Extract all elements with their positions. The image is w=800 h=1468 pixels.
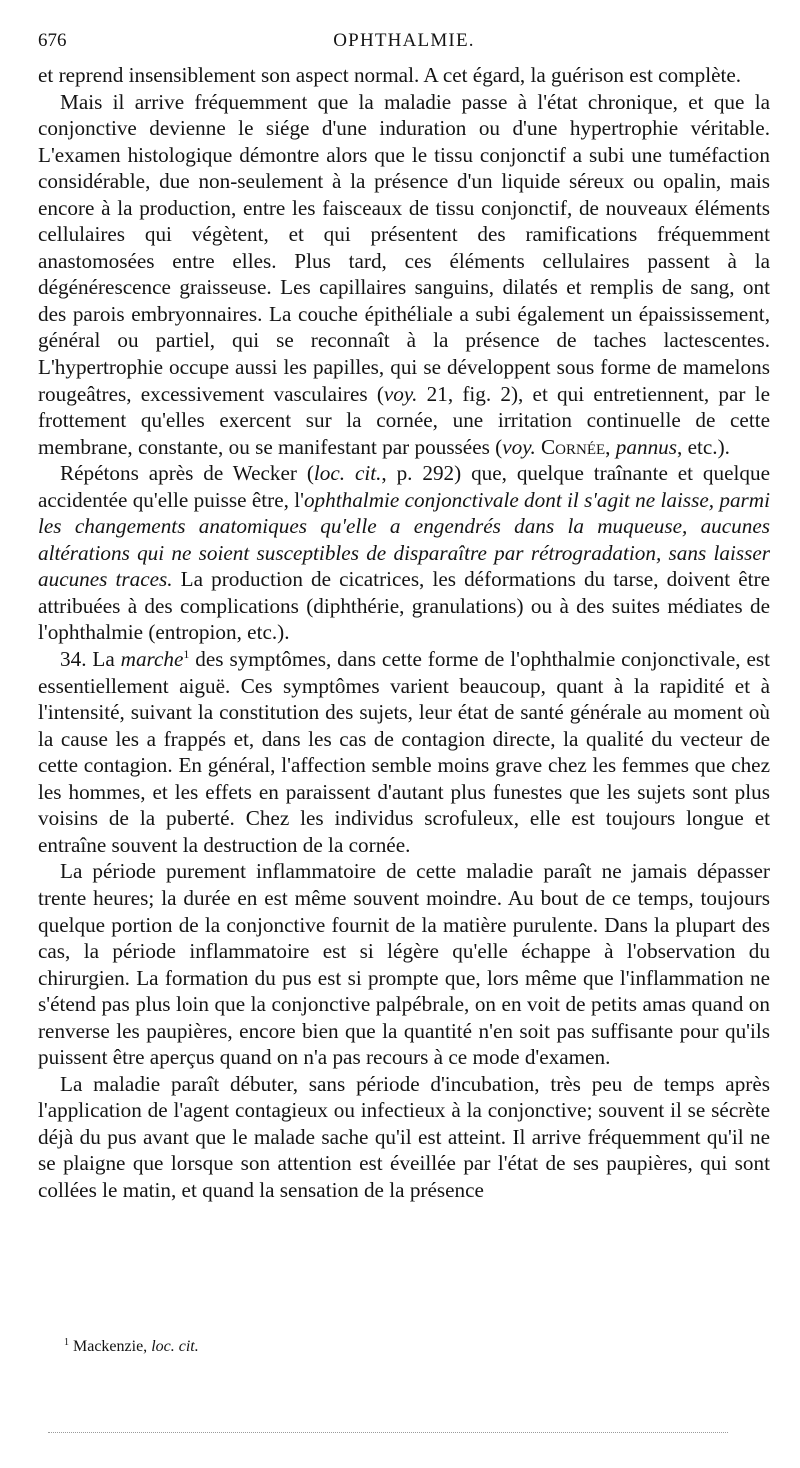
footnote-citation: loc. cit. (151, 1338, 199, 1355)
paragraph-text-end: La production de cicatrices, les déformations du tarse, doivent être attribuées à des complications (diphthérie, granulations) ou à des suites médiates de l'ophthalmie (entropion, etc.). (38, 567, 770, 645)
footnote-author: Mackenzie, (73, 1338, 152, 1355)
paragraph-text: Répétons après de Wecker ( (60, 461, 314, 486)
page-number: 676 (38, 30, 67, 51)
paragraph-continuation: et reprend insensiblement son aspect normal. A cet égard, la guérison est complète. (38, 63, 742, 87)
citation-loc-cit: loc. cit. (313, 461, 382, 486)
paragraph-onset: La maladie paraît débuter, sans période d'incubation, très peu de temps après l'application de l'agent contagieux ou infectieux à la conjonctive; souvent il se sécrète déjà du pus avant que le malade sache qu'il est atteint. Il arrive fréquemment qu'il ne se plaigne que lorsque son attention est éveillée par l'état de ses paupières, qui sont collées le matin, et quand la sensation de la présence (38, 1071, 770, 1202)
footnote-number: 1 (64, 1337, 69, 1348)
bottom-divider (48, 1432, 728, 1433)
cross-reference-cornee: Cornée, (535, 434, 616, 459)
paragraph-wecker (38, 460, 770, 646)
term-marche: marche (120, 647, 184, 672)
body-text (38, 62, 770, 1204)
paragraph-chronic-form (38, 89, 770, 461)
paragraph-inflammatory-period: La période purement inflammatoire de cette maladie paraît ne jamais dépasser trente heures; la durée en est même souvent moindre. Au bout de ce temps, toujours quelque portion de la conjonctive fournit de la matière purulente. Dans la plupart des cas, la période inflammatoire est si légère qu'elle échappe à l'observation du chirurgien. La formation du pus est si prompte que, lors même que l'inflammation ne s'étend pas plus loin que la conjonctive palpébrale, on en voit de petits amas quand on renverse les paupières, encore bien que la quantité n'en soit pas suffisante pour qu'ils puissent être aperçus quand on n'a pas recours à ce mode d'examen. (38, 859, 770, 1070)
paragraph-text-end: , etc.). (677, 434, 730, 459)
page-reference: , p. 292) que, quelque traînante et quelque accidentée qu'elle puisse être, l' (38, 461, 770, 512)
footnote-marker: 1 (183, 647, 190, 662)
book-page (38, 26, 770, 1204)
paragraph-text: des symptômes, dans cette forme de l'ophthalmie conjonctivale, est essentiellement aiguë. Ces symptômes varient beaucoup, quant à la rapidité et à l'intensité, suivant la constitution des sujets, leur état de santé générale au moment où la cause les a frappés et, dans les cas de contagion directe, la qualité du vecteur de cette contagion. En général, l'affection semble moins grave chez les femmes que chez les hommes, et les effets en paraissent d'autant plus funestes que les sujets sont plus voisins de la puberté. Chez les individus scrofuleux, elle est toujours longue et entraîne souvent la destruction de la cornée. (38, 647, 770, 857)
cross-reference-pannus: pannus (615, 434, 677, 459)
section-number: 34. La (60, 647, 121, 672)
running-title: OPHTHALMIE. (333, 30, 475, 51)
figure-reference: 21, fig. 2), et qui entretiennent, par le frottement qu'elles exercent sur la cornée, une irritation continuelle de cette membrane, constante, ou se manifestant par poussées ( (38, 381, 770, 459)
reference-voy: voy. (383, 381, 418, 406)
reference-voy: voy. (502, 434, 536, 459)
paragraph-text: Mais il arrive fréquemment que la maladie passe à l'état chronique, et que la conjonctive devienne le siége d'une induration ou d'une hypertrophie véritable. L'examen histologique démontre alors que le tissu conjonctif a subi une tuméfaction considérable, due non-seulement à la présence d'un liquide séreux ou opalin, mais encore à la production, entre les faisceaux de tissu conjonctif, de nouveaux éléments cellulaires qui végètent, et qui présentent des ramifications fréquemment anastomosées entre elles. Plus tard, ces éléments cellulaires passent à la dégénérescence graisseuse. Les capillaires sanguins, dilatés et remplis de sang, ont des parois embryonnaires. La couche épithéliale a subi également un épaississement, général ou partiel, qui se reconnaît à la présence de taches lactescentes. L'hypertrophie occupe aussi les papilles, qui se développent sous forme de mamelons rougeâtres, excessivement vasculaires ( (38, 89, 770, 406)
quoted-italic-passage: ophthalmie conjonctivale dont il s'agit ne laisse, parmi les changements anatomiques qu'elle a engendrés dans la muqueuse, aucunes altérations qui ne soient susceptibles de disparaître par rétrogradation, sans laisser aucunes traces. (38, 487, 770, 592)
page-header (38, 26, 770, 62)
footnote (64, 1338, 199, 1356)
paragraph-section-34 (38, 646, 770, 858)
